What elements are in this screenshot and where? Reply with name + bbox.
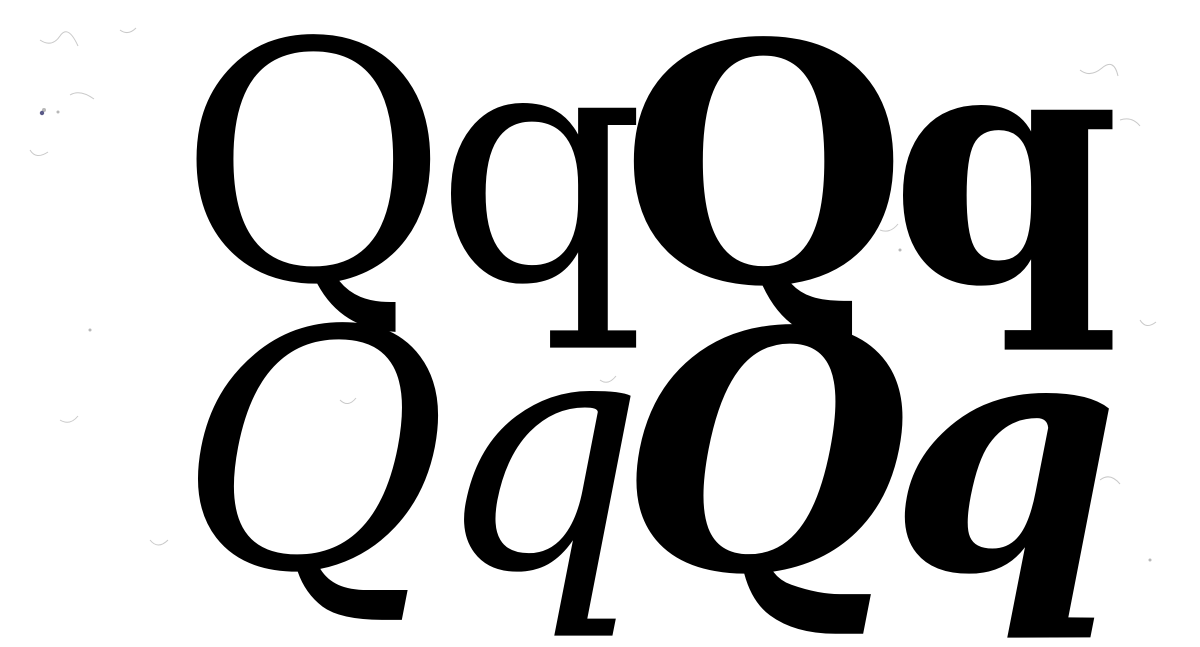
glyph-pair-bold: Qq [620, 0, 1103, 359]
glyph-pair-bold-italic: Qq [620, 259, 1103, 647]
glyph-pair-regular: Qq [178, 0, 632, 357]
glyph-pair-italic: Qq [178, 261, 632, 645]
